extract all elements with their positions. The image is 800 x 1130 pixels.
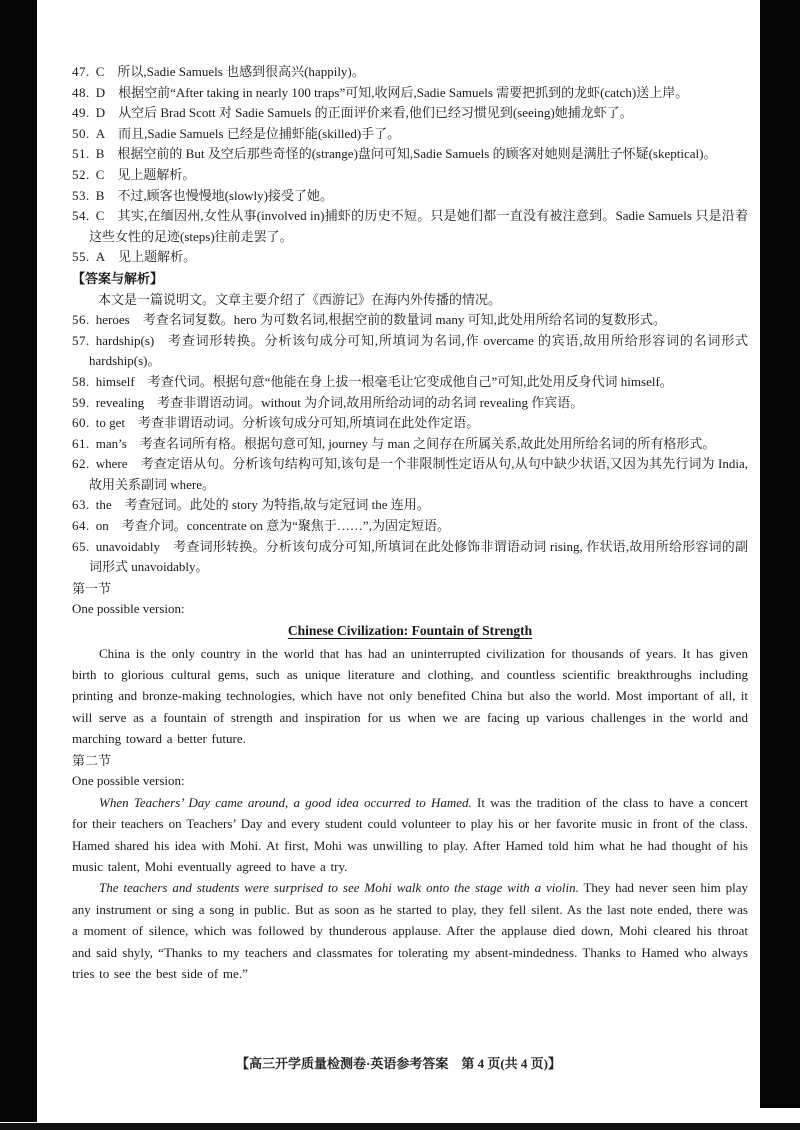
answer-item [72,103,748,124]
answer-item [72,434,748,455]
item-explanation: 考查词形转换。分析该句成分可知,所填词为名词,作 overcame 的宾语,故用所给形容词的名词形式 hardship(s)。 [89,332,748,369]
item-answer: himself [95,373,135,389]
essay2-para1-rest: It was the tradition of the class to have a concert for their teachers on Teachers’ Day and every student could volunteer to play his or her favorite music in front of the class. Hamed shared his idea with Mohi. At first, Mohi was unwilling to play. After Hamed told him what he had thought of his music talent, Mohi eventually agreed to have a try. [72,794,748,875]
item-explanation: 考查非谓语动词。分析该句成分可知,所填词在此处作定语。 [138,415,480,431]
essay2-para2-lead: The teachers and students were surprised to see Mohi walk onto the stage with a violin. [99,880,579,896]
item-explanation: 不过,顾客也慢慢地(slowly)接受了她。 [117,187,334,203]
section2-label: 第二节 [72,752,112,768]
essay1-title [72,621,748,642]
item-number: 57. [72,332,90,348]
answer-item [72,247,748,268]
item-explanation: 考查冠词。此处的 story 为特指,故与定冠词 the 连用。 [124,497,430,513]
answer-key-page [72,62,748,985]
item-explanation: 考查名词所有格。根据句意可知, journey 与 man 之间存在所属关系,故此处用所给名词的所有格形式。 [139,435,716,451]
answer-item [72,124,748,145]
item-answer: D [95,105,106,121]
essay1-body: China is the only country in the world that has had an uninterrupted civilization for thousands of years. It has given birth to glorious cultural gems, such as unique literature and clothing, and countless scientific breakthroughs including printing and bronze-making technologies, which have not only benefited China but also the world. Most important of all, it will serve as a fountain of strength and inspiration for us when we are facing up various challenges in the world and marching toward a better future. [72,645,748,747]
answer-item [72,186,748,207]
scan-edge-left [0,0,37,1122]
essay2-para2-rest: They had never seen him play any instrument or sing a song in public. But as soon as he started to play, they fell silent. As the last note ended, there was a moment of silence, which was followed by thunderous applause. After the applause died down, Mohi cleared his throat and said shyly, “Thanks to my teachers and classmates for tolerating my absent-mindedness. Thanks to Hamed who always tries to see the best side of me.” [72,880,748,982]
section1-label: 第一节 [72,580,112,596]
item-number: 54. [72,208,90,224]
answer-item [72,331,748,372]
scan-edge-right [760,0,800,1108]
answer-items-47-55 [72,62,748,268]
item-answer: the [95,497,112,513]
item-answer: A [95,249,106,265]
item-number: 56. [72,312,90,328]
item-answer: on [95,518,109,534]
item-number: 47. [72,64,90,79]
item-explanation: 考查词形转换。分析该句成分可知,所填词在此处修饰非谓语动词 rising, 作状语,故用所给形容词的副词形式 unavoidably。 [89,538,748,575]
page-footer: 【高三开学质量检测卷·英语参考答案 第 4 页(共 4 页)】 [236,1056,561,1071]
item-number: 52. [72,166,90,182]
answer-item [72,62,748,83]
item-answer: man’s [95,435,127,451]
item-answer: C [95,166,105,182]
version1-label: One possible version: [72,601,185,617]
answer-item [72,537,748,578]
item-answer: C [95,208,105,224]
item-answer: A [95,125,106,141]
item-explanation: 从空后 Brad Scott 对 Sadie Samuels 的正面评价来看,他们已经习惯见到(seeing)她捕龙虾了。 [118,105,633,121]
answer-item [72,495,748,516]
item-explanation: 而且,Sadie Samuels 已经是位捕虾能(skilled)手了。 [118,125,401,141]
item-number: 63. [72,497,90,513]
answer-item [72,454,748,495]
passage-intro: 本文是一篇说明文。文章主要介绍了《西游记》在海内外传播的情况。 [98,291,502,307]
item-explanation: 其实,在缅因州,女性从事(involved in)捕虾的历史不短。只是她们都一直没有被注意到。Sadie Samuels 只是沿着这些女性的足迹(steps)往前走罢了。 [89,208,748,244]
item-answer: B [95,146,105,162]
item-explanation: 见上题解析。 [118,249,197,265]
item-explanation: 考查介词。concentrate on 意为“聚焦于……”,为固定短语。 [121,518,450,534]
essay2-para1-lead: When Teachers’ Day came around, a good idea occurred to Hamed. [99,794,472,810]
item-explanation: 考查名词复数。hero 为可数名词,根据空前的数量词 many 可知,此处用所给名词的复数形式。 [142,312,666,328]
answer-item [72,144,748,165]
item-number: 48. [72,84,90,100]
item-number: 60. [72,415,90,431]
item-number: 53. [72,187,90,203]
item-answer: unavoidably [95,538,161,554]
essay2-paragraph1 [72,792,748,878]
answer-item [72,516,748,537]
answer-item [72,165,748,186]
answers-analysis-header: 【答案与解析】 [72,270,164,286]
item-answer: C [95,64,105,79]
item-answer: where [95,456,128,472]
item-explanation: 根据空前的 But 及空后那些奇怪的(strange)盘问可知,Sadie Samuels 的顾客对她则是满肚子怀疑(skeptical)。 [117,146,717,162]
item-number: 58. [72,373,90,389]
item-answer: D [95,84,106,100]
item-answer: hardship(s) [95,332,155,348]
item-explanation: 考查代词。根据句意“他能在身上拔一根毫毛让它变成他自己”可知,此处用反身代词 himself。 [147,373,673,389]
item-number: 65. [72,538,90,554]
answer-item [72,206,748,247]
item-explanation: 考查非谓语动词。without 为介词,故用所给动词的动名词 revealing 作宾语。 [157,394,584,410]
item-number: 64. [72,518,90,534]
item-number: 51. [72,146,90,162]
item-answer: B [95,187,105,203]
item-number: 55. [72,249,90,265]
item-explanation: 所以,Sadie Samuels 也感到很高兴(happily)。 [117,64,365,79]
essay1-title-text: Chinese Civilization: Fountain of Strength [287,623,533,639]
scan-edge-bottom [0,1123,800,1130]
item-answer: heroes [95,312,130,328]
item-number: 61. [72,435,90,451]
item-answer: revealing [95,394,145,410]
item-explanation: 根据空前“After taking in nearly 100 traps”可知,收网后,Sadie Samuels 需要把抓到的龙虾(catch)送上岸。 [118,84,689,100]
item-answer: to get [95,415,125,431]
item-number: 59. [72,394,90,410]
answer-item [72,83,748,104]
item-explanation: 见上题解析。 [117,166,196,182]
answer-item [72,393,748,414]
answer-item [72,310,748,331]
answer-item [72,413,748,434]
item-number: 62. [72,456,90,472]
item-explanation: 考查定语从句。分析该句结构可知,该句是一个非限制性定语从句,从句中缺少状语,又因为其先行词为 India,故用关系副词 where。 [89,456,748,492]
essay2-paragraph2 [72,877,748,984]
version2-label: One possible version: [72,773,185,789]
answer-item [72,372,748,393]
answer-items-56-65 [72,310,748,578]
item-number: 50. [72,125,90,141]
item-number: 49. [72,105,90,121]
